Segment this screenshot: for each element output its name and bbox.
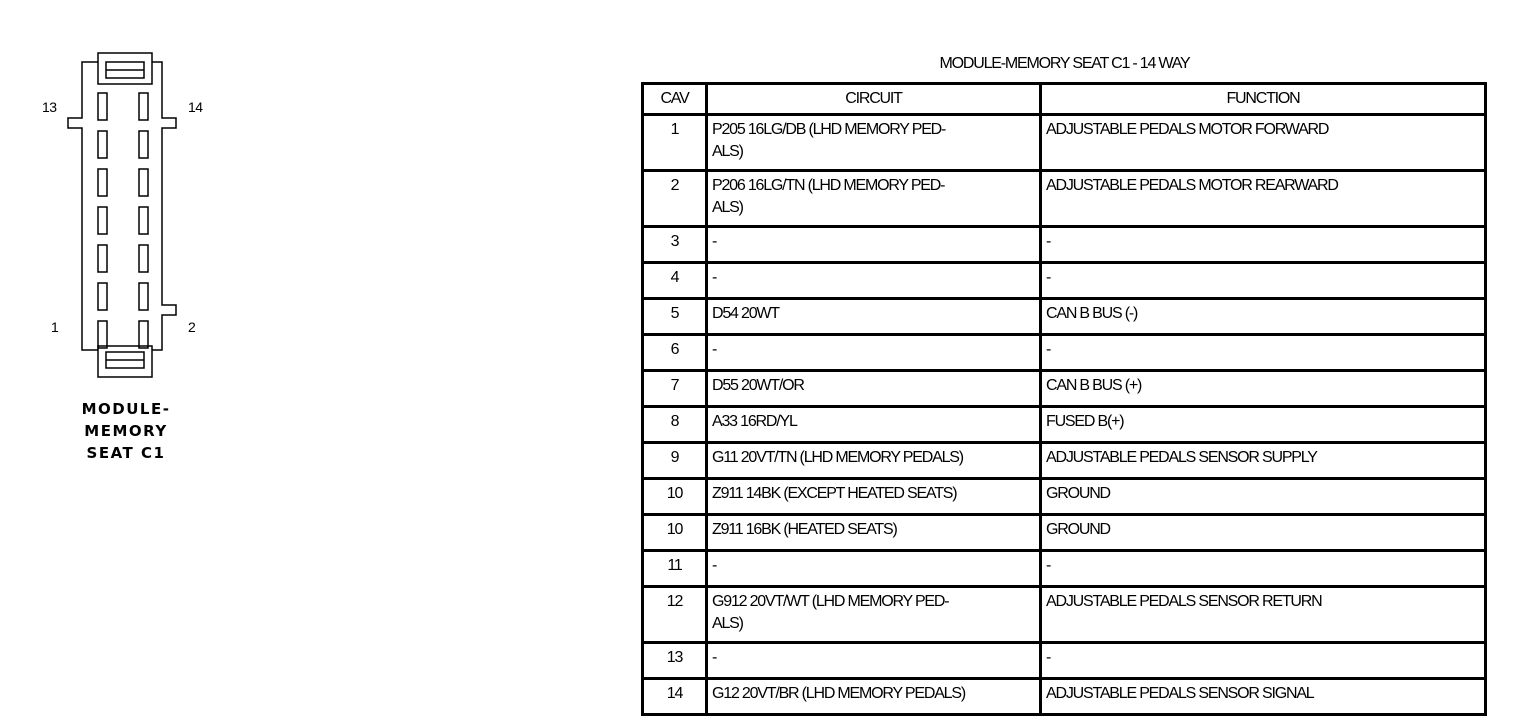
circuit-cell: D55 20WT/OR <box>708 372 1042 408</box>
circuit-cell: Z911 16BK (HEATED SEATS) <box>708 516 1042 552</box>
cav-cell: 4 <box>644 264 708 300</box>
cav-cell: 14 <box>644 680 708 716</box>
table-row <box>644 116 1487 172</box>
function-cell: - <box>1042 228 1487 264</box>
circuit-cell: - <box>708 228 1042 264</box>
table-row <box>644 644 1487 680</box>
body-right <box>152 62 176 350</box>
table-row <box>644 408 1487 444</box>
circuit-cell: G912 20VT/WT (LHD MEMORY PED- ALS) <box>708 588 1042 644</box>
table-row <box>644 336 1487 372</box>
pin-label-2: 2 <box>188 319 196 335</box>
cavity-slot <box>98 131 107 158</box>
function-cell: ADJUSTABLE PEDALS SENSOR SIGNAL <box>1042 680 1487 716</box>
cavity-slot <box>139 169 148 196</box>
circuit-cell: Z911 14BK (EXCEPT HEATED SEATS) <box>708 480 1042 516</box>
cav-cell: 6 <box>644 336 708 372</box>
cavity-grid <box>98 93 148 348</box>
cav-cell: 13 <box>644 644 708 680</box>
cav-cell: 11 <box>644 552 708 588</box>
pin-label-13: 13 <box>42 99 57 115</box>
function-cell: FUSED B(+) <box>1042 408 1487 444</box>
circuit-cell: - <box>708 336 1042 372</box>
cav-cell: 5 <box>644 300 708 336</box>
pinout-table <box>641 82 1487 716</box>
cavity-slot <box>98 321 107 348</box>
cav-cell: 12 <box>644 588 708 644</box>
circuit-cell: P206 16LG/TN (LHD MEMORY PED- ALS) <box>708 172 1042 228</box>
table-header-row <box>644 85 1487 116</box>
cavity-slot <box>98 207 107 234</box>
function-cell: - <box>1042 644 1487 680</box>
cavity-slot <box>139 283 148 310</box>
cavity-slot <box>139 321 148 348</box>
cavity-slot <box>139 131 148 158</box>
cavity-slot <box>98 245 107 272</box>
table-row <box>644 300 1487 336</box>
header-function: FUNCTION <box>1042 85 1487 116</box>
table-row <box>644 480 1487 516</box>
function-cell: - <box>1042 264 1487 300</box>
circuit-cell: P205 16LG/DB (LHD MEMORY PED- ALS) <box>708 116 1042 172</box>
cavity-slot <box>98 283 107 310</box>
cavity-slot <box>98 93 107 120</box>
table-row <box>644 680 1487 716</box>
function-cell: GROUND <box>1042 480 1487 516</box>
connector-label: MODULE- MEMORY SEAT C1 <box>81 400 171 462</box>
connector-face-diagram <box>0 0 260 400</box>
circuit-cell: - <box>708 552 1042 588</box>
table-row <box>644 516 1487 552</box>
table-row <box>644 372 1487 408</box>
function-cell: ADJUSTABLE PEDALS SENSOR SUPPLY <box>1042 444 1487 480</box>
cav-cell: 1 <box>644 116 708 172</box>
cavity-slot <box>98 169 107 196</box>
table-row <box>644 552 1487 588</box>
cav-cell: 2 <box>644 172 708 228</box>
cav-cell: 10 <box>644 516 708 552</box>
cav-cell: 8 <box>644 408 708 444</box>
connector-outline <box>68 53 176 377</box>
cav-cell: 7 <box>644 372 708 408</box>
cavity-slot <box>139 207 148 234</box>
function-cell: GROUND <box>1042 516 1487 552</box>
circuit-cell: D54 20WT <box>708 300 1042 336</box>
table-row <box>644 228 1487 264</box>
table-row <box>644 172 1487 228</box>
function-cell: CAN B BUS (-) <box>1042 300 1487 336</box>
cav-cell: 10 <box>644 480 708 516</box>
table-row <box>644 588 1487 644</box>
circuit-cell: G12 20VT/BR (LHD MEMORY PEDALS) <box>708 680 1042 716</box>
header-circuit: CIRCUIT <box>708 85 1042 116</box>
function-cell: - <box>1042 336 1487 372</box>
function-cell: ADJUSTABLE PEDALS MOTOR FORWARD <box>1042 116 1487 172</box>
circuit-cell: - <box>708 264 1042 300</box>
circuit-cell: A33 16RD/YL <box>708 408 1042 444</box>
pin-label-14: 14 <box>188 99 203 115</box>
cav-cell: 3 <box>644 228 708 264</box>
table-row <box>644 264 1487 300</box>
function-cell: CAN B BUS (+) <box>1042 372 1487 408</box>
body-left <box>68 62 98 350</box>
table-row <box>644 444 1487 480</box>
cavity-slot <box>139 245 148 272</box>
header-cav: CAV <box>644 85 708 116</box>
function-cell: ADJUSTABLE PEDALS SENSOR RETURN <box>1042 588 1487 644</box>
function-cell: ADJUSTABLE PEDALS MOTOR REARWARD <box>1042 172 1487 228</box>
circuit-cell: - <box>708 644 1042 680</box>
table-title: MODULE-MEMORY SEAT C1 - 14 WAY <box>939 55 1190 72</box>
cav-cell: 9 <box>644 444 708 480</box>
function-cell: - <box>1042 552 1487 588</box>
circuit-cell: G11 20VT/TN (LHD MEMORY PEDALS) <box>708 444 1042 480</box>
cavity-slot <box>139 93 148 120</box>
pin-label-1: 1 <box>51 319 59 335</box>
